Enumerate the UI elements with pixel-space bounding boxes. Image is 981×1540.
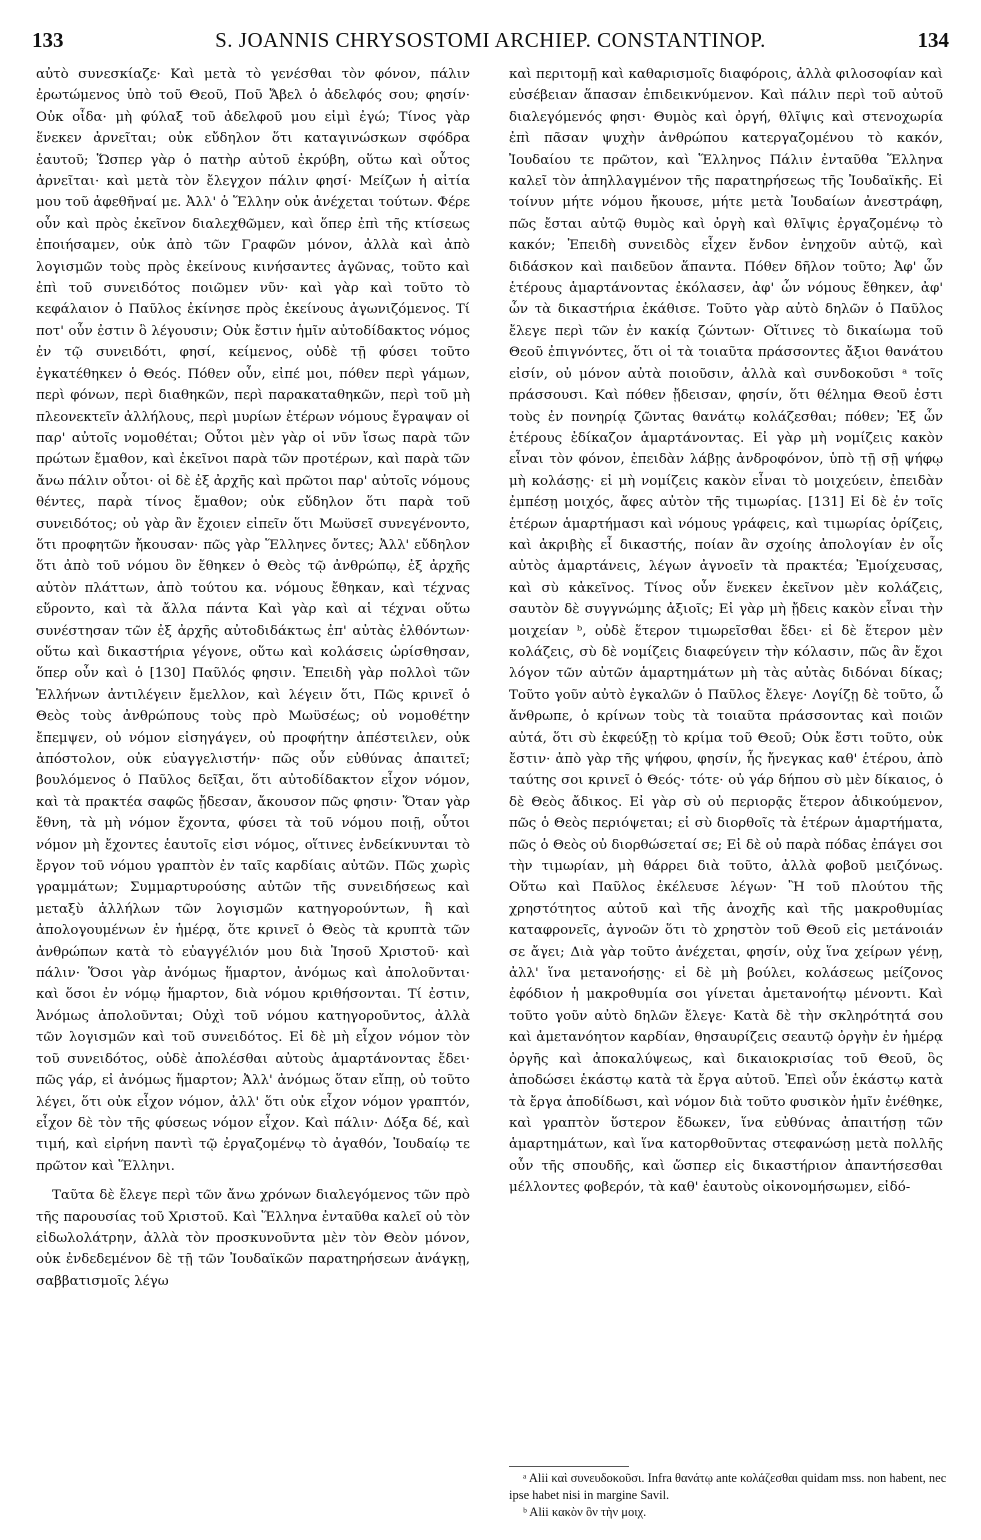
page-number-left: 133 (32, 28, 64, 52)
right-paragraph-1: καὶ περιτομῇ καὶ καθαρισμοῖς διαφόροις, ἀλλὰ φιλοσοφίαν καὶ εὐσέβειαν ἅπασαν ἐπιδεικνύμενον. Καὶ πάλιν περὶ τοῦ αὐτοῦ διαλεγόμενός φησι· Θυμὸς καὶ ὀργή, θλῖψις καὶ στενοχωρία ἐπὶ πᾶσαν ψυχὴν ἀνθρώπου κατεργαζομένου τὸ κακόν, Ἰουδαίου τε πρῶτον, καὶ Ἕλληνος Πάλιν ἐνταῦθα Ἕλληνα καλεῖ τὸν ἀπηλλαγμένον τῆς παρατηρήσεως τῆς Ἰουδαϊκῆς. Εἰ τοίνυν μήτε νόμου ἤκουσε, μήτε μετὰ Ἰουδαίων ἀνεστράφη, πῶς ἔσται αὐτῷ θυμὸς καὶ ὀργὴ καὶ θλῖψις ἐργαζομένῳ τὸ κακόν; Ἐπειδὴ συνειδὸς εἶχεν ἔνδον ἐνηχοῦν αὐτῷ, καὶ διδάσκον καὶ παιδεῦον ἅπαντα. Πόθεν δῆλον τοῦτο; Ἀφ' ὧν ἑτέρους ἁμαρτάνοντας ἐκόλασεν, ἀφ' ὧν νόμους ἔθηκεν, ἀφ' ὧν τὰ δικαστήρια ἐκάθισε. Τοῦτο γὰρ αὐτὸ δηλῶν ὁ Παῦλος ἔλεγε περὶ τῶν ἐν κακίᾳ ζώντων· Οἵτινες τὸ δικαίωμα τοῦ Θεοῦ ἐπιγνόντες, ὅτι οἱ τὰ τοιαῦτα πράσσοντες ἄξιοι θανάτου εἰσίν, οὐ μόνον αὐτὰ ποιοῦσιν, ἀλλὰ καὶ συνδοκοῦσι ᵃ τοῖς πράσσουσι. Καὶ πόθεν ᾔδεισαν, φησίν, ὅτι θέλημα Θεοῦ ἐστι τοὺς ἐν πονηρίᾳ ζῶντας θανάτῳ κολάζεσθαι; πόθεν; Ἐξ ὧν ἑτέρους ἐδίκαζον ἁμαρτάνοντας. Εἰ γὰρ μὴ νομίζεις κακὸν εἶναι τὸν φόνον, ἐπειδὰν λάβῃς ἀνδροφόνον, ὑπὸ τῇ σῇ ψήφῳ μὴ κολάσῃς· εἰ μὴ νομίζεις κακὸν εἶναι τὸ μοιχεύειν, ἐπειδὰν ἐμπέσῃ μοιχός, ἄφες αὐτὸν τῆς τιμωρίας. [131] Εἰ δὲ ἐν τοῖς ἑτέρων ἁμαρτήμασι καὶ νόμους γράφεις, καὶ τιμωρίας ὁρίζεις, καὶ ἀκριβὴς εἶ δικαστής, ποίαν ἂν σχοίης ἀπολογίαν ἐν οἷς αὐτὸς ἁμαρτάνεις, λέγων ἀγνοεῖν τὰ πρακτέα; Ἐμοίχευσας, καὶ σὺ κἀκεῖνος. Τίνος οὖν ἕνεκεν ἐκεῖνον μὲν κολάζεις, σαυτὸν δὲ συγγνώμης ἀξιοῖς; Εἰ γὰρ μὴ ᾔδεις κακὸν εἶναι τὴν μοιχείαν ᵇ, οὐδὲ ἕτερον τιμωρεῖσθαι ἔδει· εἰ δὲ ἕτερον μὲν κολάζεις, σὺ δὲ νομίζεις διαφεύγειν τὴν κόλασιν, πῶς ἂν ἔχοι λόγον τῶν αὐτῶν ἁμαρτημάτων μὴ τὰς αὐτὰς διδόναι δίκας; Τοῦτο γοῦν αὐτὸ ἐγκαλῶν ὁ Παῦλος ἔλεγε· Λογίζῃ δὲ τοῦτο, ὦ ἄνθρωπε, ὁ κρίνων τοὺς τὰ τοιαῦτα πράσσοντας καὶ ποιῶν αὐτά, ὅτι σὺ ἐκφεύξῃ τὸ κρίμα τοῦ Θεοῦ; Οὐκ ἔστι τοῦτο, οὐκ ἔστιν· ἀπὸ γὰρ τῆς ψήφου, φησίν, ἧς ἤνεγκας καθ' ἑτέρου, ἀπὸ ταύτης σοι κρινεῖ ὁ Θεός· τότε· οὐ γάρ δήπου σὺ μὲν δίκαιος, ὁ δὲ Θεὸς ἄδικος. Εἰ γὰρ σὺ οὐ περιορᾷς ἕτερον ἀδικούμενον, πῶς ὁ Θεὸς περιόψεται; εἰ σὺ διορθοῖς τὰ ἑτέρων ἁμαρτήματα, πῶς ὁ Θεὸς οὐ διορθώσεταί σε; Εἰ δὲ οὐ παρὰ πόδας ἐπάγει σοι τὴν τιμωρίαν, μὴ θάρρει διὰ τοῦτο, ἀλλὰ φοβοῦ μειζόνως. Οὕτω καὶ Παῦλος ἐκέλευσε λέγων· Ἢ τοῦ πλούτου τῆς χρηστότητος αὐτοῦ καὶ τῆς ἀνοχῆς καὶ τῆς μακροθυμίας καταφρονεῖς, ἀγνοῶν ὅτι τὸ χρηστὸν τοῦ Θεοῦ εἰς μετάνοιάν σε ἄγει; Διὰ γὰρ τοῦτο ἀνέχεται, φησίν, οὐχ ἵνα χείρων γένῃ, ἀλλ' ἵνα μετανοήσῃς· εἰ δὲ μὴ βούλει, κολάσεως μείζονος ἐφόδιον ἡ μακροθυμία σοι γίνεται ἀμετανοήτῳ μένοντι. Καὶ τοῦτο γοῦν αὐτὸ δηλῶν ἔλεγε· Κατὰ δὲ τὴν σκληρότητά σου καὶ ἀμετανόητον καρδίαν, θησαυρίζεις σεαυτῷ ὀργὴν ἐν ἡμέρᾳ ὀργῆς καὶ ἀποκαλύψεως, καὶ δικαιοκρισίας τοῦ Θεοῦ, ὃς ἀποδώσει ἑκάστῳ κατὰ τὰ ἔργα αὐτοῦ. Ἐπεὶ οὖν ἑκάστῳ κατὰ τὰ ἔργα ἀποδίδωσι, καὶ νόμον διὰ τοῦτο φυσικὸν ἡμῖν ἐνέθηκε, καὶ γραπτὸν ὕστερον ἔδωκεν, ἵνα εὐθύνας ἀπαιτήσῃ τῶν ἁμαρτημάτων, καὶ ἵνα κατορθοῦντας στεφανώσῃ μετὰ πολλῆς οὖν τῆς σπουδῆς, καὶ ὥσπερ εἰς δικαστήριον ἀπαντήσεσθαι μέλλοντες φοβερόν, τὰ καθ' ἑαυτοὺς οἰκονομήσωμεν, εἰδό- (509, 67, 943, 1196)
left-paragraph-1: αὐτὸ συνεσκίαζε· Καὶ μετὰ τὸ γενέσθαι τὸν φόνον, πάλιν ἐρωτώμενος ὑπὸ τοῦ Θεοῦ, Ποῦ Ἄβελ ὁ ἀδελφός σου; φησίν· Οὐκ οἶδα· μὴ φύλαξ τοῦ ἀδελφοῦ μου εἰμὶ ἐγώ; Τίνος γὰρ ἕνεκεν ἀρνεῖται; οὐκ εὔδηλον ὅτι καταγινώσκων σφόδρα ἑαυτοῦ; Ὥσπερ γὰρ ὁ πατὴρ αὐτοῦ ἐκρύβη, οὕτω καὶ οὗτος ἀρνεῖται· καὶ μετὰ τὸν ἔλεγχον πάλιν φησί· Μείζων ἡ αἰτία μου τοῦ ἀφεθῆναί με. Ἀλλ' ὁ Ἕλλην οὐκ ἀνέχεται τούτων. Φέρε οὖν καὶ πρὸς ἐκεῖνον διαλεχθῶμεν, καὶ ὅπερ ἐπὶ τῆς κτίσεως ἐποιήσαμεν, οὐκ ἀπὸ τῶν Γραφῶν μόνον, ἀλλὰ καὶ ἀπὸ λογισμῶν τοὺς πρὸς ἐκείνους κινήσαντες ἀγῶνας, τοῦτο καὶ ἐπὶ τοῦ συνειδότος ποιῶμεν νῦν· καὶ γὰρ καὶ τοῦτο τὸ κεφάλαιον ὁ Παῦλος ἐκίνησε πρὸς ἐκείνους ἀγωνιζόμενος. Τί ποτ' οὖν ἐστιν ὃ λέγουσιν; Οὐκ ἔστιν ἡμῖν αὐτοδίδακτος νόμος ἐν τῷ συνειδότι, φησί, κείμενος, οὐδὲ τῇ φύσει τοῦτο ἐγκατέθηκεν ὁ Θεός. Πόθεν οὖν, εἰπέ μοι, πόθεν περὶ γάμων, περὶ φόνων, περὶ διαθηκῶν, περὶ παρακαταθηκῶν, περὶ τοῦ μὴ πλεονεκτεῖν ἀλλήλους, περὶ μυρίων ἑτέρων νόμους ἔγραψαν οἱ παρ' αὐτοῖς νομοθέται; Οὗτοι μὲν γὰρ οἱ νῦν ἴσως παρὰ τῶν πρώτων ἔμαθον, καὶ ἐκεῖνοι παρὰ τῶν προτέρων, καὶ παρὰ τῶν ἄνω πάλιν οὗτοι· οἱ δὲ ἐξ ἀρχῆς καὶ πρῶτοι παρ' αὐτοῖς νόμους θέντες, παρὰ τίνος ἔμαθον; οὐκ εὔδηλον ὅτι παρὰ τοῦ συνειδότος; οὐ γὰρ ἂν ἔχοιεν εἰπεῖν ὅτι Μωϋσεῖ συνεγένοντο, ὅτι προφητῶν ἤκουσαν· πῶς γὰρ Ἕλληνες ὄντες; Ἀλλ' εὔδηλον ὅτι ἀπὸ τοῦ νόμου ὃν ἔθηκεν ὁ Θεὸς τῷ ἀνθρώπῳ, ἐξ ἀρχῆς αὐτὸν πλάττων, ἀπὸ τούτου κα. νόμους ἔθηκαν, καὶ τέχνας εὕροντο, καὶ τὰ ἄλλα πάντα Καὶ γὰρ καὶ αἱ τέχναι οὕτω συνέστησαν τῶν ἐξ ἀρχῆς αὐτοδιδάκτως ἐπ' αὐτὰς ἐλθόντων· οὕτω καὶ δικαστήρια γέγονε, οὕτω καὶ κολάσεις ὡρίσθησαν, ὅπερ οὖν καὶ ὁ [130] Παῦλός φησιν. Ἐπειδὴ γὰρ πολλοὶ τῶν Ἑλλήνων ἀντιλέγειν ἔμελλον, καὶ λέγειν ὅτι, Πῶς κρινεῖ ὁ Θεὸς τοὺς ἀνθρώπους τοὺς πρὸ Μωϋσέως; οὐ νομοθέτην ἔπεμψεν, οὐ νόμον εἰσηγάγεν, οὐ προφήτην ἀπέστειλεν, οὐκ ἀπόστολον, οὐκ εὐαγγελιστήν· πῶς οὖν εὐθύνας ἀπαιτεῖ; βουλόμενος ὁ Παῦλος δεῖξαι, ὅτι αὐτοδίδακτον εἶχον νόμον, καὶ τὰ πρακτέα σαφῶς ᾔδεσαν, ἄκουσον πῶς φησιν· Ὅταν γὰρ ἔθνη, τὰ μὴ νόμον ἔχοντα, φύσει τὰ τοῦ νόμου ποιῇ, οὗτοι νόμον μὴ ἔχοντες ἑαυτοῖς εἰσι νόμος, οἵτινες ἐνδείκνυνται τὸ ἔργον τοῦ νόμου γραπτὸν ἐν ταῖς καρδίαις αὐτῶν. Πῶς χωρὶς γραμμάτων; Συμμαρτυρούσης αὐτῶν τῆς συνειδήσεως καὶ μεταξὺ ἀλλήλων τῶν λογισμῶν κατηγορούντων, ἢ καὶ ἀπολογουμένων ἐν ἡμέρᾳ, ὅτε κρινεῖ ὁ Θεὸς τὰ κρυπτὰ τῶν ἀνθρώπων κατὰ τὸ εὐαγγέλιόν μου διὰ Ἰησοῦ Χριστοῦ· καὶ πάλιν· Ὅσοι γὰρ ἀνόμως ἥμαρτον, ἀνόμως καὶ ἀπολοῦνται· καὶ ὅσοι ἐν νόμῳ ἥμαρτον, διὰ νόμου κριθήσονται. Τί ἐστιν, Ἀνόμως ἀπολοῦνται; Οὐχὶ τοῦ νόμου κατηγοροῦντος, ἀλλὰ τῶν λογισμῶν καὶ τοῦ συνειδότος. Εἰ δὲ μὴ εἶχον νόμον τὸν τοῦ συνειδότος, οὐδὲ ἀπολέσθαι αὐτοὺς ἁμαρτάνοντας ἔδει· πῶς γάρ, εἰ ἀνόμως ἥμαρτον; Ἀλλ' ἀνόμως ὅταν εἴπῃ, οὐ τοῦτο λέγει, ὅτι οὐκ εἶχον νόμον, ἀλλ' ὅτι οὐκ εἶχον νόμον γραπτόν, εἶχον δὲ τὸν τῆς φύσεως νόμον εἶχον. Καὶ πάλιν· Δόξα δέ, καὶ τιμή, καὶ εἰρήνη παντὶ τῷ ἐργαζομένῳ τὸ ἀγαθόν, Ἰουδαίῳ τε πρῶτον καὶ Ἕλληνι. (36, 67, 470, 1174)
running-title: S. JOANNIS CHRYSOSTOMI ARCHIEP. CONSTANTINOP. (215, 28, 766, 52)
left-paragraph-2: Ταῦτα δὲ ἔλεγε περὶ τῶν ἄνω χρόνων διαλεγόμενος τῶν πρὸ τῆς παρουσίας τοῦ Χριστοῦ. Καὶ Ἕλληνα ἐνταῦθα καλεῖ οὐ τὸν εἰδωλολάτρην, ἀλλὰ τὸν προσκυνοῦντα μὲν τὸν Θεὸν μόνον, οὐκ ἐνδεδεμένον δὲ τῇ τῶν Ἰουδαϊκῶν παρατηρήσεων ἀνάγκῃ, σαββατισμοῖς λέγω (36, 1188, 470, 1289)
left-column (36, 64, 470, 1292)
page-number-right: 134 (917, 28, 949, 52)
footnote-b: ᵇ Alii κακὸν ὃν τὴν μοιχ. (523, 1505, 647, 1519)
footnote-a: ᵃ Alii καὶ συνευδοκοῦσι. Infra θανάτῳ ante κολάζεσθαι quidam mss. non habent, nec ipse habet nisi in margine Savil. (509, 1471, 947, 1502)
right-column (509, 64, 943, 1199)
running-header (32, 28, 949, 58)
footnotes (509, 1470, 949, 1521)
footnote-rule (509, 1466, 629, 1467)
